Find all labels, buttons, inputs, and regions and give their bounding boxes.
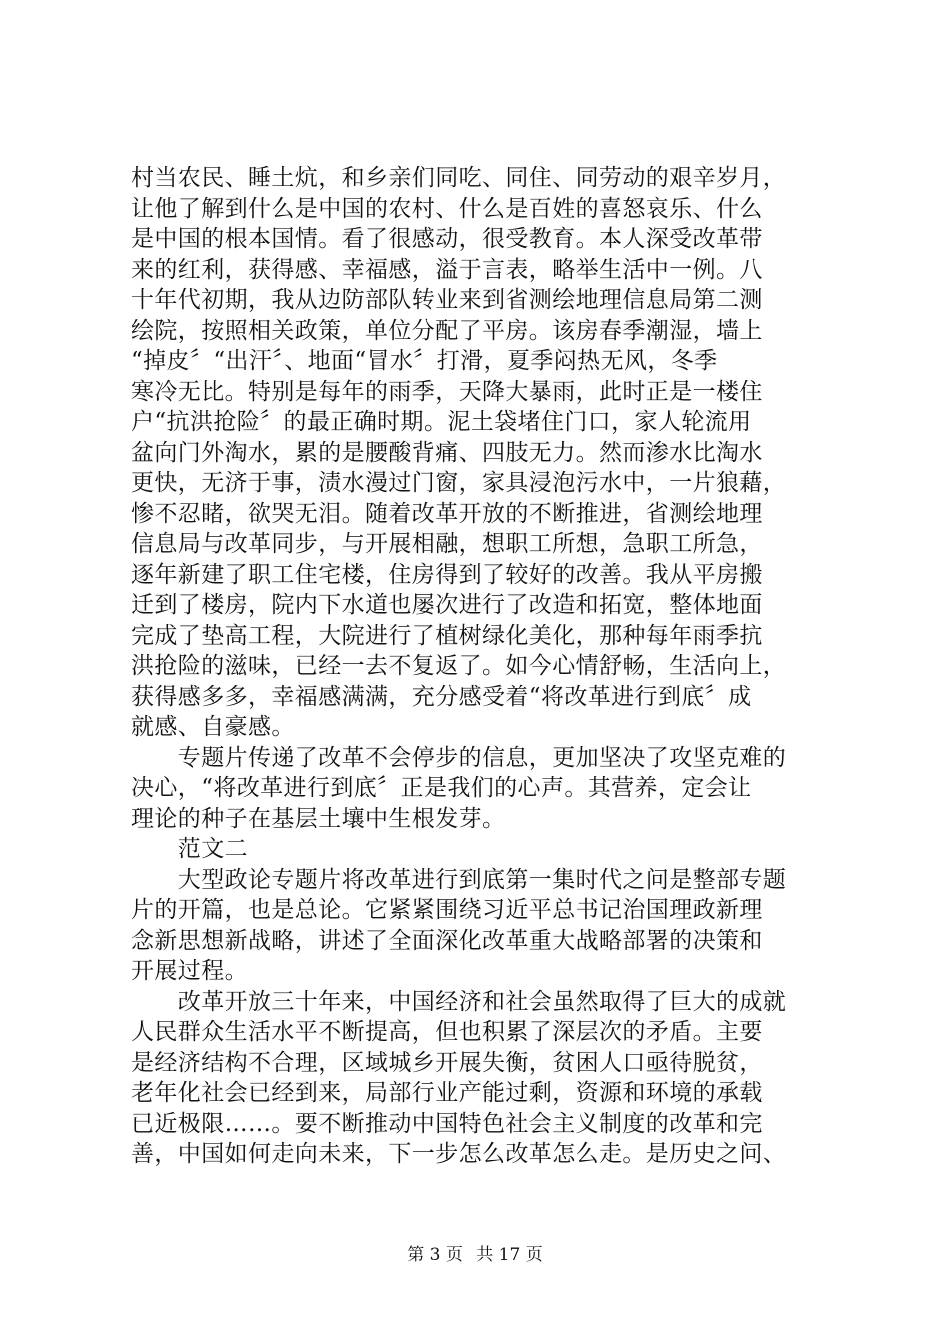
text-line: 理论的种子在基层土壤中生根发芽。 [131, 805, 506, 832]
text-line: 开展过程。 [131, 958, 248, 984]
text-line: 更快，无济于事，渍水漫过门窗，家具浸泡污水中，一片狼藉， [131, 470, 787, 496]
text-line: 十年代初期，我从边防部队转业来到省测绘地理信息局第二测 [131, 287, 763, 313]
page-footer [0, 1240, 950, 1265]
text-line: 老年化社会已经到来，局部行业产能过剩，资源和环境的承载 [131, 1080, 763, 1106]
page-total: 共 17 页 [476, 1245, 543, 1265]
text-line: 专题片传递了改革不会停步的信息，更加坚决了攻坚克难的 [131, 744, 787, 771]
text-line: 已近极限……。要不断推动中国特色社会主义制度的改革和完 [131, 1110, 763, 1137]
text-line: 户“抗洪抢险〞的最正确时期。泥土袋堵住门口，家人轮流用 [131, 409, 752, 435]
page-number: 第 3 页 [407, 1245, 463, 1265]
text-line: 是经济结构不合理，区域城乡开展失衡，贫困人口亟待脱贫， [131, 1049, 763, 1076]
text-line: 片的开篇，也是总论。它紧紧围绕习近平总书记治国理政新理 [131, 897, 763, 923]
text-line: 村当农民、睡土炕，和乡亲们同吃、同住、同劳动的艰辛岁月， [131, 165, 787, 191]
section-heading: 范文二 [131, 836, 248, 862]
text-line: 寒冷无比。特别是每年的雨季，天降大暴雨，此时正是一楼住 [131, 378, 763, 405]
text-line: 决心，“将改革进行到底〞正是我们的心声。其营养，定会让 [131, 775, 752, 801]
text-line: 是中国的根本国情。看了很感动，很受教育。本人深受改革带 [131, 226, 763, 252]
text-line: 善，中国如何走向未来，下一步怎么改革怎么走。是历史之问、 [131, 1141, 787, 1167]
text-line: “掉皮〞“出汗〞、地面“冒水〞打滑，夏季闷热无风，冬季 [131, 348, 718, 374]
text-line: 改革开放三十年来，中国经济和社会虽然取得了巨大的成就 [131, 988, 787, 1015]
text-line: 信息局与改革同步，与开展相融，想职工所想，急职工所急， [131, 531, 763, 557]
text-line: 完成了垫高工程，大院进行了植树绿化美化，那种每年雨季抗 [131, 622, 763, 649]
text-line: 念新思想新战略，讲述了全面深化改革重大战略部署的决策和 [131, 927, 763, 954]
text-line: 获得感多多，幸福感满满，充分感受着“将改革进行到底〞成 [131, 683, 752, 710]
text-line: 让他了解到什么是中国的农村、什么是百姓的喜怒哀乐、什么 [131, 195, 763, 222]
text-line: 就感、自豪感。 [131, 714, 295, 740]
text-line: 惨不忍睹，欲哭无泪。随着改革开放的不断推进，省测绘地理 [131, 500, 763, 527]
text-line: 迁到了楼房，院内下水道也屡次进行了改造和拓宽，整体地面 [131, 592, 763, 618]
text-line: 大型政论专题片将改革进行到底第一集时代之问是整部专题 [131, 866, 787, 893]
text-line: 逐年新建了职工住宅楼，住房得到了较好的改善。我从平房搬 [131, 561, 763, 588]
text-line: 绘院，按照相关政策，单位分配了平房。该房春季潮湿，墙上 [131, 317, 763, 344]
text-line: 洪抢险的滋味，已经一去不复返了。如今心情舒畅，生活向上， [131, 653, 787, 679]
text-line: 来的红利，获得感、幸福感，溢于言表，略举生活中一例。八 [131, 256, 763, 283]
text-line: 盆向门外淘水，累的是腰酸背痛、四肢无力。然而渗水比淘水 [131, 439, 763, 466]
text-line: 人民群众生活水平不断提高，但也积累了深层次的矛盾。主要 [131, 1019, 763, 1045]
